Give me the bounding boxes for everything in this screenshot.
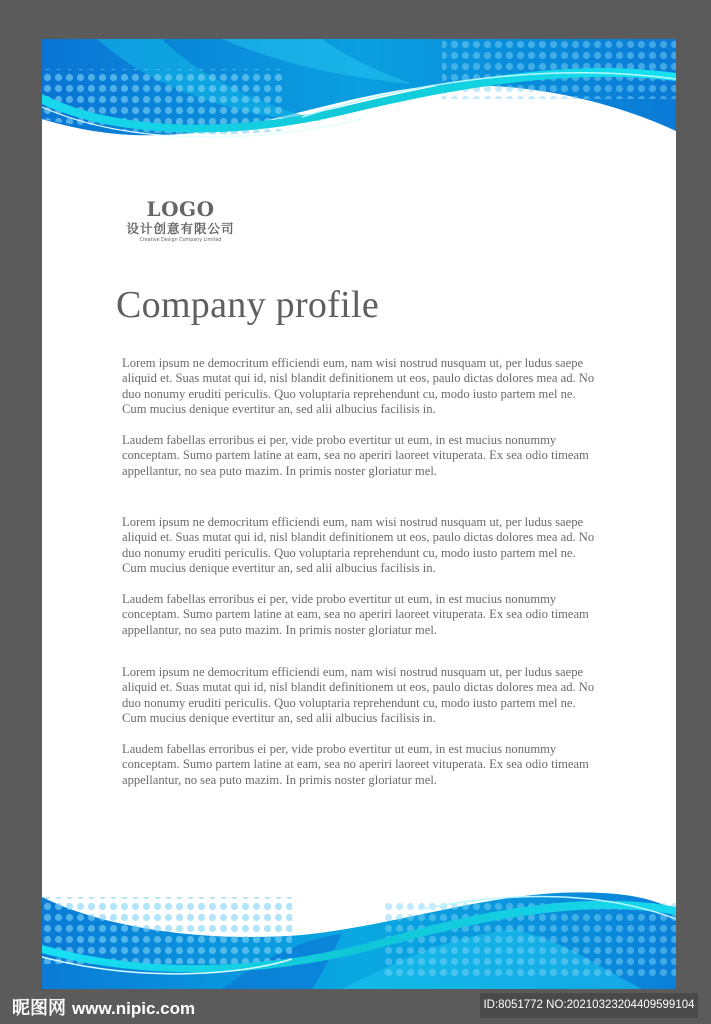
logo-wordmark: LOGO [146,197,215,221]
paragraph: Lorem ipsum ne democritum efficiendi eum, nam wisi nostrud nusquam ut, per ludus saepe aliquid et. Suas mutat qui id, nisl blandit definitionem ut eos, paulo dictas dolores mea ad. No duo nonumy eruditi periculis. Quo voluptaria reprehendunt cu, modo iusto partem mel ne. Cum mucius denique evertitur an, sed alii albucius facilisis in. [122,665,595,725]
paragraph: Laudem fabellas erroribus ei per, vide probo evertitur ut eum, in est mucius nonummy conceptam. Sumo partem latine at eam, sea no aperiri laoreet vituperata. Ex sea odio timeam appellantur, no sea puto mazim. In primis noster gloriatur mel. [122,433,589,478]
watermark-bar [0,990,711,1024]
paragraph: Laudem fabellas erroribus ei per, vide probo evertitur ut eum, in est mucius nonummy conceptam. Sumo partem latine at eam, sea no aperiri laoreet vituperata. Ex sea odio timeam appellantur, no sea puto mazim. In primis noster gloriatur mel. [122,742,589,787]
letterhead-page [42,39,676,989]
bottom-wave-decoration [42,879,676,989]
text-section-1 [122,356,602,495]
top-wave-decoration [42,39,676,149]
site-url: www.nipic.com [72,999,196,1018]
company-logo [118,197,243,244]
text-section-3 [122,665,602,804]
text-section-2 [122,515,602,654]
site-name-chinese: 昵图网 [12,998,66,1018]
site-watermark [12,994,195,1020]
paragraph: Lorem ipsum ne democritum efficiendi eum, nam wisi nostrud nusquam ut, per ludus saepe aliquid et. Suas mutat qui id, nisl blandit definitionem ut eos, paulo dictas dolores mea ad. No duo nonumy eruditi periculis. Quo voluptaria reprehendunt cu, modo iusto partem mel ne. Cum mucius denique evertitur an, sed alii albucius facilisis in. [122,356,595,416]
image-id-label: ID:8051772 NO:20210323204409599104 [480,993,698,1018]
logo-chinese-name: 设计创意有限公司 [126,221,235,236]
paragraph: Lorem ipsum ne democritum efficiendi eum, nam wisi nostrud nusquam ut, per ludus saepe aliquid et. Suas mutat qui id, nisl blandit definitionem ut eos, paulo dictas dolores mea ad. No duo nonumy eruditi periculis. Quo voluptaria reprehendunt cu, modo iusto partem mel ne. Cum mucius denique evertitur an, sed alii albucius facilisis in. [122,515,595,575]
paragraph: Laudem fabellas erroribus ei per, vide probo evertitur ut eum, in est mucius nonummy conceptam. Sumo partem latine at eam, sea no aperiri laoreet vituperata. Ex sea odio timeam appellantur, no sea puto mazim. In primis noster gloriatur mel. [122,592,589,637]
page-title: Company profile [116,284,380,326]
logo-english-name: Creative Design Company Limited [139,238,222,243]
